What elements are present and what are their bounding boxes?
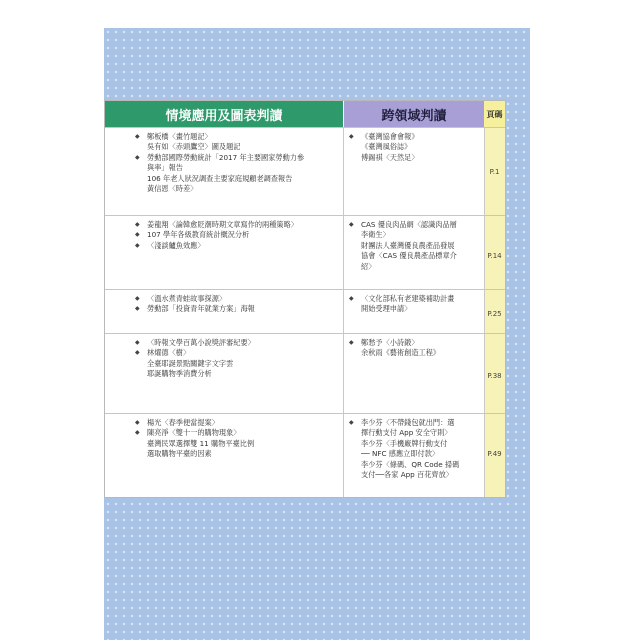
cross-domain-readings-cell [349,220,479,272]
list-item [349,132,479,163]
list-item [135,338,335,348]
diamond-bullet-icon: ◆ [135,153,140,161]
diamond-bullet-icon: ◆ [135,349,140,357]
diamond-bullet-icon: ◆ [135,221,140,228]
diamond-bullet-icon: ◆ [135,429,140,437]
item-line: 全臺耶誕景點關鍵字文字雲 [147,358,234,368]
item-line: 李衛生〉 [361,230,390,240]
context-readings-cell [135,294,335,315]
list-item [135,428,335,459]
cross-domain-readings-cell [349,132,479,163]
diamond-bullet-icon: ◆ [349,419,354,426]
diamond-bullet-icon: ◆ [135,295,140,302]
page-number: P.14 [487,252,502,260]
list-item [135,241,335,251]
item-line: 《臺灣風俗誌》 [361,142,412,152]
item-line: 擇行動支付 App 安全守則〉 [361,428,452,438]
list-item [349,338,479,359]
item-line: 選取購物平臺的因素 [147,449,212,459]
table-row [105,127,505,215]
item-line: 鄭愁予〈小詩鍛〉 [361,338,419,347]
header-context-application: 情境應用及圖表判讀 [105,101,343,127]
diamond-bullet-icon: ◆ [349,133,354,140]
list-item [135,418,335,428]
header-cross-domain: 跨領域判讀 [343,101,484,127]
item-line: 〈淺談鱸魚效應〉 [147,240,205,250]
diamond-bullet-icon: ◆ [135,419,140,426]
item-line: 余秋雨《藝術創造工程》 [361,348,441,358]
item-line: ── NFC 感應立即付款〉 [361,449,440,459]
list-item [349,418,479,480]
cross-domain-readings-cell [349,294,479,315]
page-number: P.38 [487,372,502,380]
cross-domain-readings-cell [349,418,479,480]
item-line: 林燿德〈樹〉 [147,348,191,358]
item-line: 李少芬〈條碼、QR Code 掃碼 [361,459,460,469]
item-line: 勞動部「投資青年就業方案」海報 [147,304,255,314]
item-line: 陳亮淨〈雙十一的購物現象〉 [147,428,241,438]
item-line: 紹〉 [361,261,376,271]
diamond-bullet-icon: ◆ [135,133,140,140]
table-row [105,215,505,289]
cross-domain-readings-cell [349,338,479,359]
item-line: 〈時報文學百萬小說獎評審紀要〉 [147,338,255,347]
item-line: 開始受理申請〉 [361,304,412,314]
table-row [105,289,505,333]
diamond-bullet-icon: ◆ [349,339,354,346]
diamond-bullet-icon: ◆ [135,339,140,346]
item-line: 協會〈CAS 優良農產品標章介 [361,251,457,261]
item-line: 《臺灣協會會報》 [361,132,419,141]
context-readings-cell [135,220,335,251]
list-item [349,220,479,272]
item-line: 〈文化部私有老建築補助計畫 [361,294,455,303]
list-item [349,294,479,315]
item-line: 勞動部國際勞動統計「2017 年主要國家勞動力參 [147,152,305,162]
list-item [135,294,335,304]
header-page-number: 頁碼 [484,101,505,127]
contents-table [104,100,506,498]
context-readings-cell [135,338,335,380]
item-line: 姜龍翔〈論韓愈貶潮時期文章寫作的兩種策略〉 [147,220,298,229]
item-line: 李少芬〈不帶錢包就出門：選 [361,418,455,427]
diamond-bullet-icon: ◆ [135,305,140,313]
item-line: CAS 優良肉品網〈認識肉品層 [361,220,457,229]
item-line: 107 學年各級教育統計概況分析 [147,230,250,240]
context-readings-cell [135,132,335,194]
page-number: P.1 [489,168,500,176]
item-line: 李少芬〈手機廠牌行動支付 [361,438,448,448]
item-line: 鄭板橋〈畫竹題記〉 [147,132,212,141]
list-item [135,220,335,230]
table-row [105,413,505,497]
diamond-bullet-icon: ◆ [135,241,140,249]
diamond-bullet-icon: ◆ [349,221,354,228]
item-line: 黃信恩〈時差〉 [147,184,198,194]
item-line: 傅錫祺〈天然足〉 [361,152,419,162]
page-number: P.25 [487,310,502,318]
diamond-bullet-icon: ◆ [135,231,140,239]
list-item [135,348,335,379]
item-line: 支付──各家 App 百花齊放〉 [361,470,453,480]
list-item [135,153,335,195]
item-line: 106 年老人狀況調查主要家庭規顧老調查報告 [147,173,293,183]
item-line: 楊光〈春季便當提案〉 [147,418,219,427]
list-item [135,230,335,240]
item-line: 吳有如〈赤頭鷹空〉圖及題記 [147,142,241,152]
diamond-bullet-icon: ◆ [349,295,354,302]
table-row [105,333,505,413]
context-readings-cell [135,418,335,460]
page-number: P.49 [487,450,502,458]
item-line: 耶誕購物季消費分析 [147,369,212,379]
list-item [135,304,335,314]
item-line: 與率」報告 [147,163,183,173]
item-line: 財團法人臺灣優良農產品發展 [361,240,455,250]
list-item [135,132,335,153]
item-line: 臺灣民眾選擇雙 11 購物平臺比例 [147,438,255,448]
item-line: 〈溫水煮青蛙故事探源〉 [147,294,227,303]
